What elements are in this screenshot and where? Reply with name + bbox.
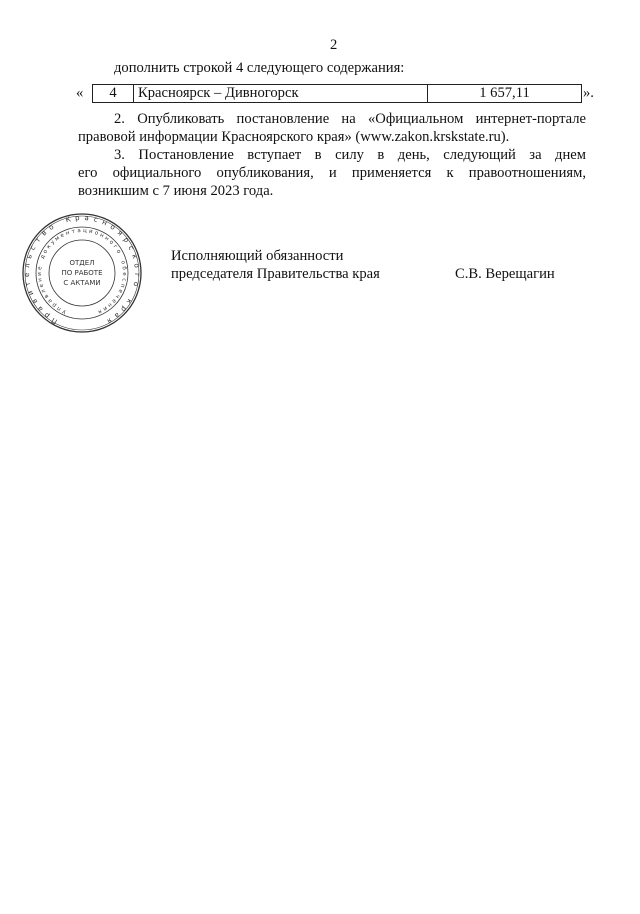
stamp-glyph: м (54, 235, 61, 243)
stamp-glyph: ц (82, 227, 87, 235)
stamp-glyph: У (61, 307, 68, 315)
stamp-glyph: р (51, 301, 58, 309)
stamp-glyph: о (42, 248, 50, 255)
stamp-center-3: С АКТАМИ (63, 279, 101, 287)
stamp-glyph: и (101, 304, 108, 312)
stamp-glyph: ч (113, 292, 121, 300)
stamp-center-2: ПО РАБОТЕ (61, 269, 103, 277)
stamp-glyph: я (105, 316, 114, 326)
stamp-glyph: н (106, 301, 113, 309)
stamp-glyph: е (116, 288, 124, 294)
stamp-glyph: К (64, 215, 72, 225)
stamp-glyph: к (130, 253, 139, 260)
para3-line2: его официального опубликования, и применяется к правоотношениям, (78, 165, 586, 181)
page-number: 2 (330, 37, 338, 53)
stamp-center-1: ОТДЕЛ (69, 259, 95, 267)
stamp-glyph: к (45, 243, 53, 251)
stamp-glyph: к (124, 297, 134, 306)
signature-title-1: Исполняющий обязанности (171, 248, 344, 264)
stamp-glyph: о (107, 239, 115, 246)
stamp-glyph: а (84, 214, 90, 223)
stamp-glyph: у (49, 239, 57, 246)
stamp-glyph: п (56, 304, 63, 312)
stamp-glyph: с (28, 244, 38, 252)
stamp-glyph: р (42, 310, 52, 320)
intro-text: дополнить строкой 4 следующего содержания: (114, 60, 405, 76)
stamp-glyph: в (39, 228, 49, 238)
open-quote: « (76, 85, 84, 101)
stamp-glyph: д (39, 254, 47, 260)
stamp-glyph: а (47, 297, 54, 304)
stamp-glyph: с (120, 277, 127, 282)
stamp-glyph: с (92, 215, 99, 225)
stamp-glyph: е (110, 297, 117, 304)
signature-title-2: председателя Правительства края (171, 266, 380, 282)
stamp-glyph: о (47, 222, 56, 232)
row-number: 4 (93, 85, 134, 102)
route-value: 1 657,11 (479, 85, 530, 101)
stamp-glyph: и (36, 272, 44, 276)
stamp-glyph: в (30, 297, 40, 306)
stamp-glyph: г (132, 272, 142, 277)
stamp-glyph: о (131, 281, 141, 287)
stamp-glyph: я (96, 307, 103, 315)
stamp-glyph: б (120, 266, 127, 271)
signature-name: С.В. Верещагин (455, 266, 555, 282)
stamp-glyph: н (37, 277, 44, 283)
stamp-glyph: р (74, 214, 80, 223)
stamp-glyph: л (23, 262, 32, 269)
stamp-glyph: г (111, 243, 119, 250)
stamp-glyph: п (118, 282, 126, 289)
stamp-glyph: ь (25, 253, 34, 260)
stamp-glyph: р (121, 235, 131, 245)
para3-line1: 3. Постановление вступает в силу в день, следующий за днем (114, 147, 586, 163)
stamp-glyph: н (103, 235, 110, 243)
stamp-glyph: а (112, 310, 122, 320)
stamp-glyph: е (59, 232, 66, 240)
stamp-glyph: л (40, 288, 48, 294)
close-quote: ». (583, 85, 594, 101)
stamp-glyph: е (22, 272, 32, 278)
stamp-glyph: в (43, 292, 51, 300)
stamp-glyph: е (120, 272, 128, 276)
stamp-glyph: н (65, 230, 71, 237)
stamp-glyph: о (93, 230, 99, 237)
stamp-glyph: о (108, 222, 117, 232)
stamp-glyph: П (50, 315, 59, 326)
para2-line1: 2. Опубликовать постановление на «Официальном интернет-портале (114, 111, 586, 127)
stamp-glyph: р (119, 304, 129, 314)
stamp-glyph: о (132, 262, 141, 269)
stamp-glyph: и (88, 228, 94, 236)
stamp-glyph: а (35, 304, 45, 314)
stamp-glyph: т (23, 281, 33, 287)
stamp-glyph: т (33, 236, 43, 245)
stamp-glyph: н (100, 218, 109, 228)
stamp-glyph: а (77, 227, 81, 235)
stamp-glyph: н (98, 232, 105, 240)
stamp-glyph: о (119, 260, 126, 265)
official-stamp (22, 212, 142, 334)
stamp-glyph: с (126, 244, 136, 252)
table-row (92, 84, 582, 103)
stamp-glyph: о (114, 248, 122, 255)
stamp-glyph: я (115, 228, 125, 238)
route-name: Красноярск – Дивногорск (134, 85, 428, 102)
stamp-glyph: т (71, 228, 76, 236)
stamp-glyph: е (37, 266, 44, 271)
stamp-glyph: и (26, 289, 36, 297)
para3-line3: возникшим с 7 июня 2023 года. (78, 183, 274, 199)
para2-line2: правовой информации Красноярского края» (www.zakon.krskstate.ru). (78, 129, 510, 145)
stamp-glyph: е (38, 282, 46, 289)
